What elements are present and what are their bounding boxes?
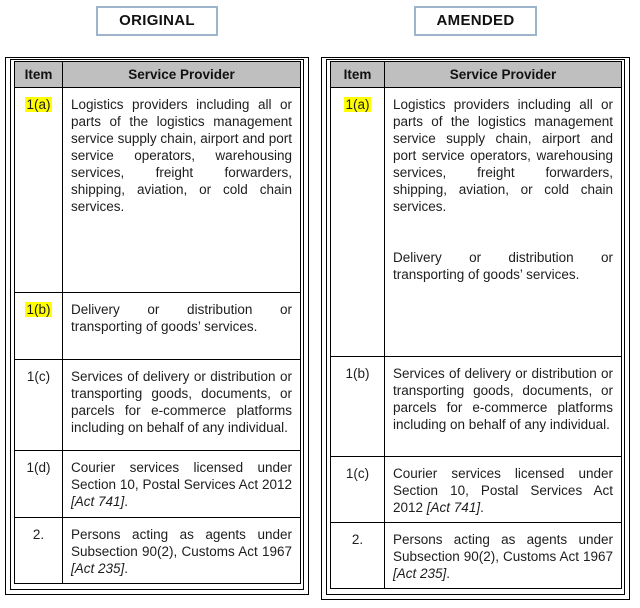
- original-title-wrap: [5, 6, 309, 36]
- table-row: [331, 523, 622, 589]
- provider-text: Delivery or distribution or transporting of goods’ services.: [71, 302, 292, 334]
- provider-text: Logistics providers including all or parts of the logistics management service supply chain, airport and port service operators, warehousing services, freight forwarders, shipping, aviation, or cold chain services.: [71, 97, 292, 214]
- provider-cell: [63, 360, 301, 451]
- act-reference: [Act 741]: [426, 500, 481, 515]
- original-table: [14, 61, 301, 584]
- provider-cell: [63, 518, 301, 584]
- act-reference: [Act 741]: [71, 494, 125, 509]
- item-label: 1(d): [26, 460, 51, 475]
- item-label: 2.: [351, 532, 364, 547]
- provider-cell: [385, 88, 622, 357]
- original-table-inner-frame: [10, 59, 304, 590]
- table-row: [15, 293, 301, 360]
- highlight-mark: 1(a): [26, 97, 51, 112]
- table-row: [15, 518, 301, 584]
- act-reference: [Act 235]: [71, 561, 125, 576]
- amended-table-outer-frame: [321, 57, 630, 600]
- table-row: [15, 88, 301, 293]
- amended-header-provider: Service Provider: [385, 62, 622, 88]
- provider-text: Services of delivery or distribution or transporting goods, documents, or parcels for e-commerce platforms including on behalf of any individual.: [71, 369, 292, 435]
- provider-cell: [63, 88, 301, 293]
- amended-header-row: [331, 62, 622, 88]
- provider-text: [71, 526, 292, 577]
- provider-text: Services of delivery or distribution or transporting goods, documents, or parcels for e-commerce platforms including on behalf of any individual.: [393, 366, 613, 432]
- provider-text: Logistics providers including all or parts of the logistics management service supply chain, airport and port service operators, warehousing services, freight forwarders, shipping, aviation, or cold chain services.: [393, 97, 613, 214]
- provider-cell: [385, 523, 622, 589]
- provider-text: [393, 465, 613, 516]
- legal-text-suffix: .: [124, 494, 129, 509]
- item-label: 1(c): [26, 369, 51, 384]
- provider-text-paragraph-2: Delivery or distribution or transporting of goods’ services.: [393, 250, 613, 282]
- item-label: 2.: [32, 527, 45, 542]
- provider-text: [393, 531, 613, 582]
- table-row: [15, 451, 301, 518]
- legal-text: Persons acting as agents under Subsection 90(2), Customs Act 1967: [71, 527, 292, 559]
- item-cell: [15, 360, 63, 451]
- amended-title-box: AMENDED: [414, 6, 538, 36]
- item-label: 1(b): [345, 366, 370, 381]
- highlight-mark: 1(b): [26, 302, 51, 317]
- table-row: [331, 357, 622, 457]
- amended-title-wrap: [321, 6, 630, 36]
- provider-text: [71, 459, 292, 510]
- original-title-box: ORIGINAL: [96, 6, 218, 36]
- provider-cell: [63, 293, 301, 360]
- original-header-provider: Service Provider: [63, 62, 301, 88]
- table-row: [331, 88, 622, 357]
- item-cell: [15, 293, 63, 360]
- legal-text-suffix: .: [480, 500, 484, 515]
- item-cell: [331, 457, 385, 523]
- item-cell: [15, 451, 63, 518]
- table-row: [15, 360, 301, 451]
- original-header-row: [15, 62, 301, 88]
- amended-table: [330, 61, 622, 589]
- table-row: [331, 457, 622, 523]
- item-cell: [331, 357, 385, 457]
- act-reference: [Act 235]: [393, 566, 447, 581]
- original-header-item: Item: [15, 62, 63, 88]
- item-label: 1(c): [345, 466, 370, 481]
- item-cell: [331, 523, 385, 589]
- item-cell: [15, 88, 63, 293]
- item-cell: [15, 518, 63, 584]
- provider-cell: [385, 457, 622, 523]
- provider-cell: [385, 357, 622, 457]
- highlight-mark: 1(a): [345, 97, 370, 112]
- legal-text-suffix: .: [446, 566, 451, 581]
- original-section: [5, 0, 309, 600]
- amended-table-inner-frame: [326, 59, 625, 595]
- original-table-outer-frame: [5, 57, 309, 595]
- legal-text: Courier services licensed under Section 10, Postal Services Act 2012: [71, 460, 292, 492]
- amended-header-item: Item: [331, 62, 385, 88]
- provider-cell: [63, 451, 301, 518]
- legal-text: Courier services licensed under Section 10, Postal Services Act 2012: [393, 466, 613, 515]
- item-cell: [331, 88, 385, 357]
- legal-text: Persons acting as agents under Subsection 90(2), Customs Act 1967: [393, 532, 613, 564]
- legal-text-suffix: .: [124, 561, 129, 576]
- amended-section: [321, 0, 630, 600]
